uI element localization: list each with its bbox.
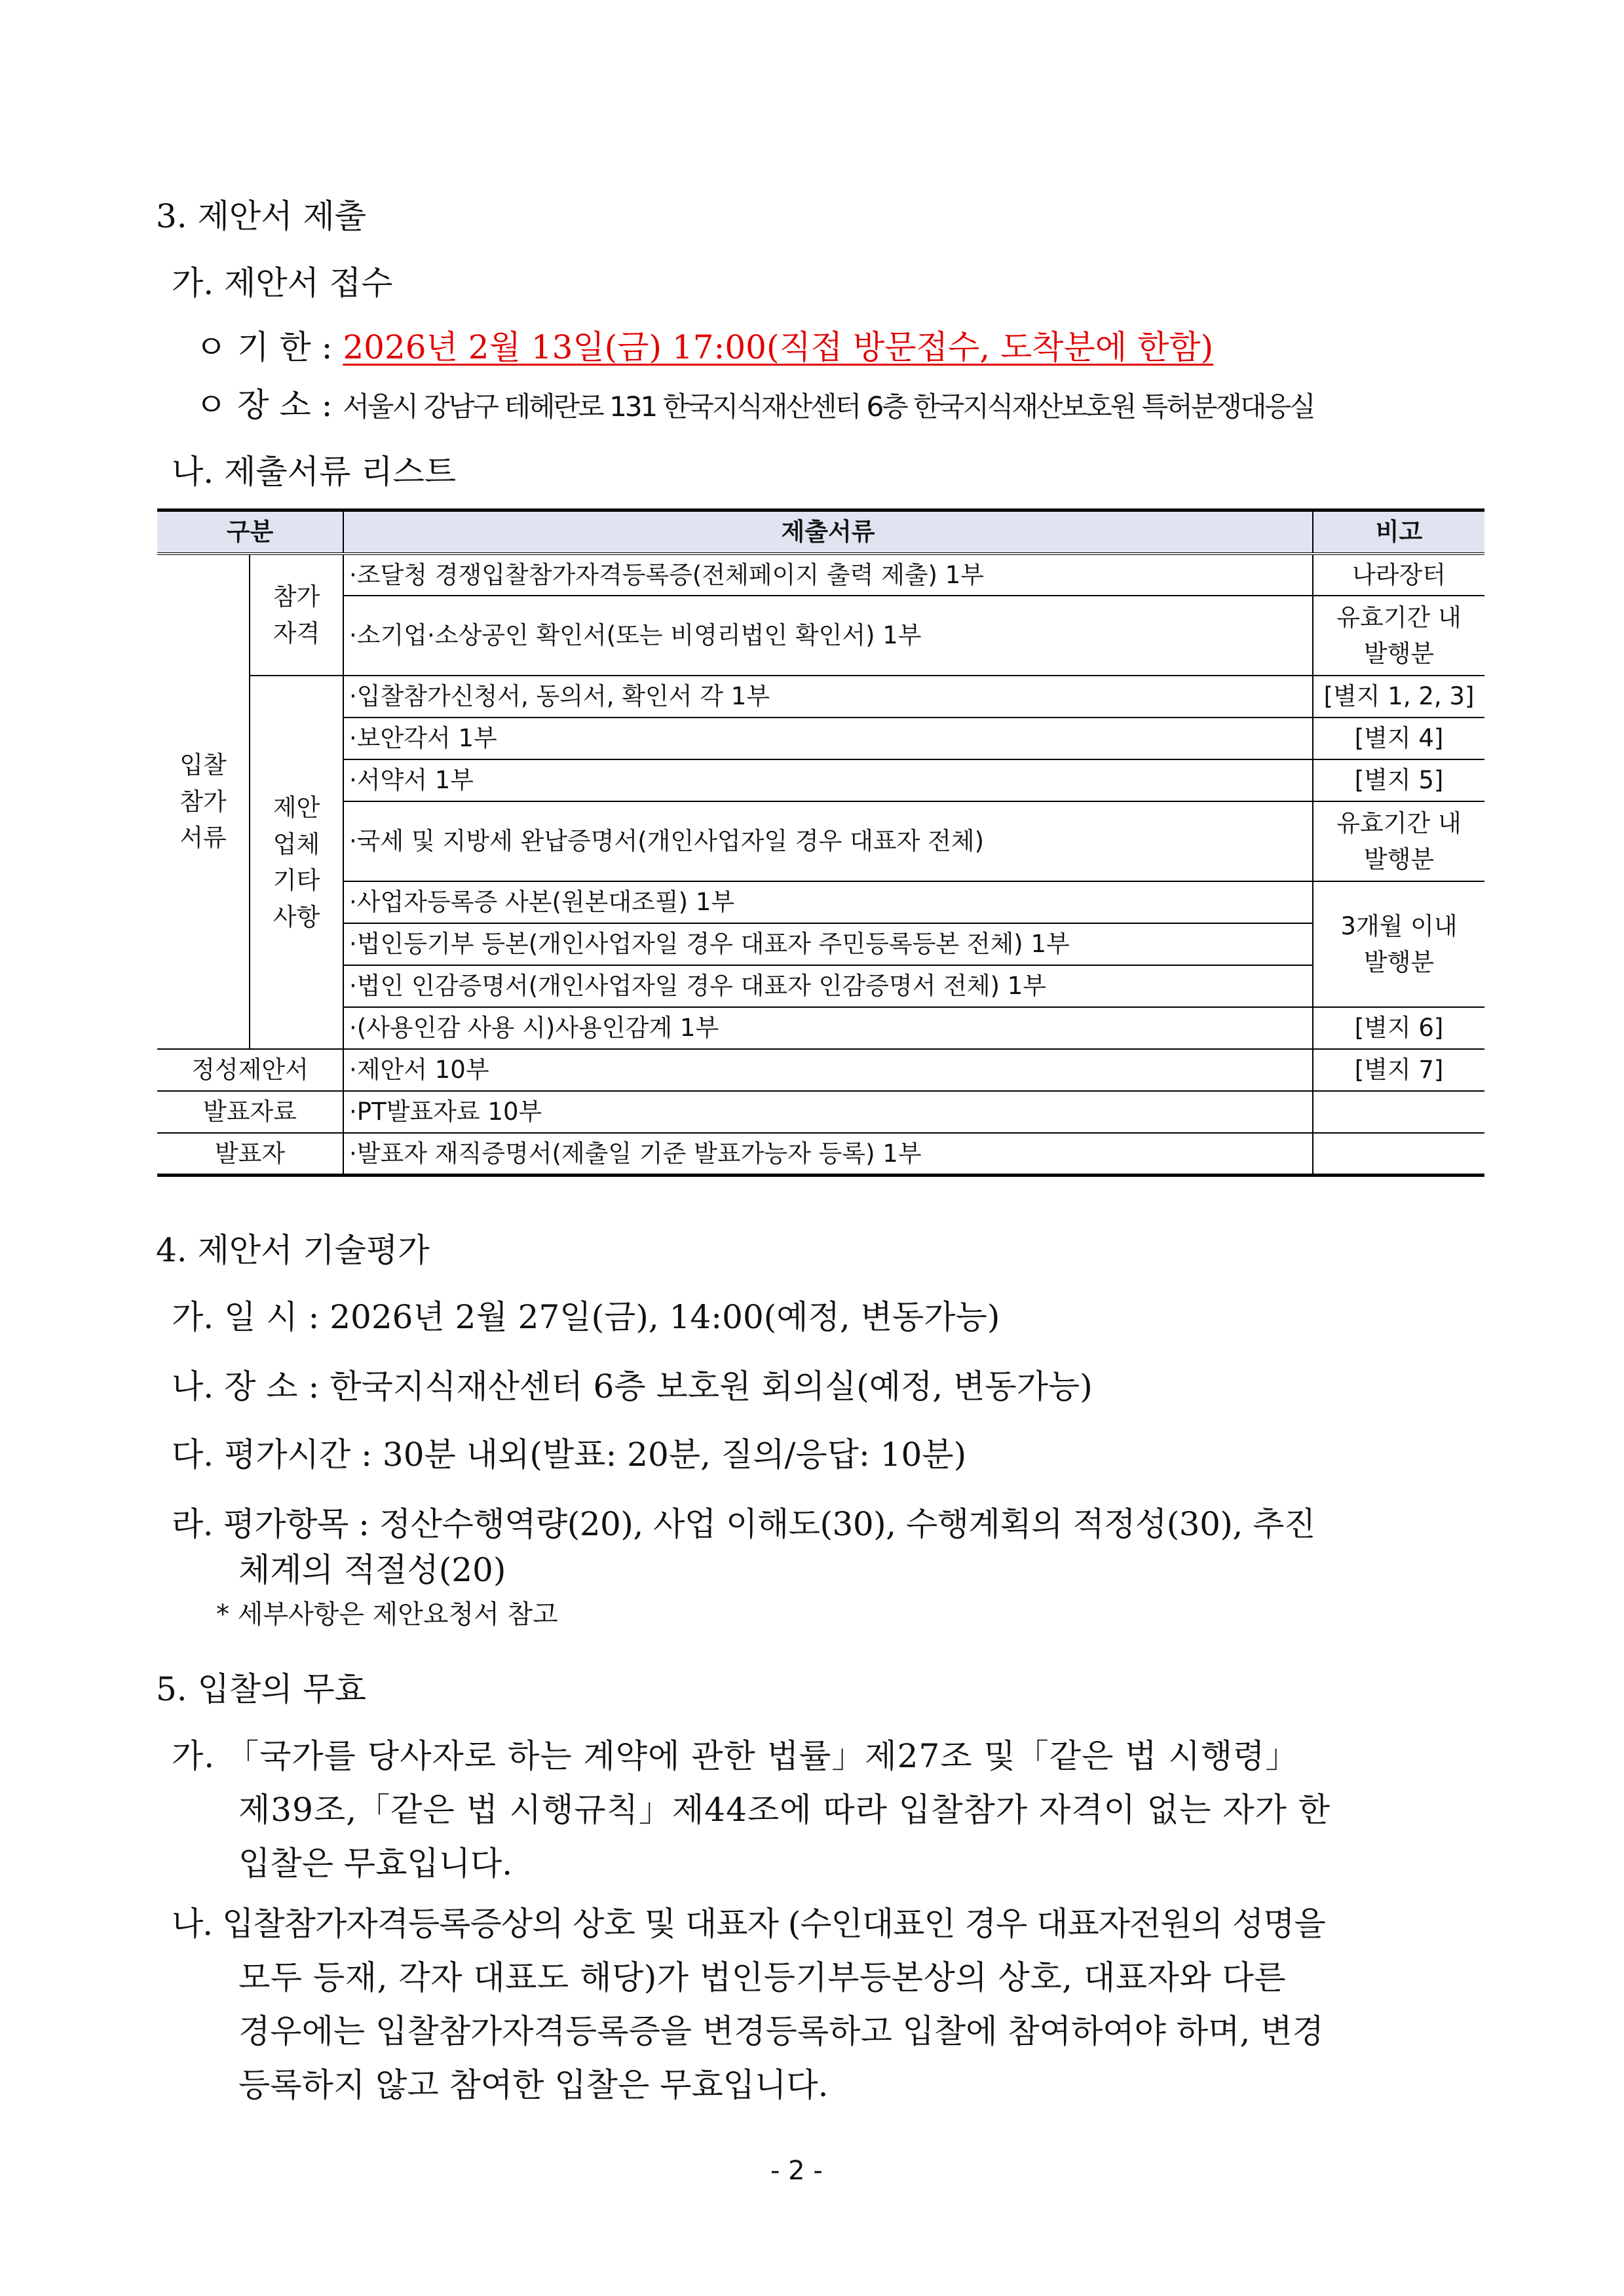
page-number: - 2 - — [770, 2156, 823, 2186]
section-5-b-line1: 나. 입찰참가자격등록증상의 상호 및 대표자 (수인대표인 경우 대표자전원의 성명을 — [172, 1905, 1325, 1943]
table-row-note: 유효기간 내 발행분 — [1313, 596, 1484, 676]
table-row-note — [1313, 1091, 1484, 1133]
table-row-note: [별지 4] — [1313, 718, 1484, 759]
table-row-item: ·서약서 1부 — [343, 759, 1313, 801]
table-row-item: ·사업자등록증 사본(원본대조필) 1부 — [343, 881, 1313, 923]
subgroup-qualification: 참가 자격 — [250, 554, 343, 676]
group-bid-documents: 입찰 참가 서류 — [157, 554, 250, 1049]
section-5-b-line4: 등록하지 않고 참여한 입찰은 무효입니다. — [238, 2066, 829, 2104]
section-5-a-line1: 가. 「국가를 당사자로 하는 계약에 관한 법률」제27조 및「같은 법 시행령」 — [172, 1737, 1299, 1775]
table-row-item: ·(사용인감 사용 시)사용인감계 1부 — [343, 1007, 1313, 1049]
table-row-item: ·법인 인감증명서(개인사업자일 경우 대표자 인감증명서 전체) 1부 — [343, 965, 1313, 1007]
section-4-d-line2: 체계의 적절성(20) — [238, 1551, 506, 1589]
table-row-item: ·조달청 경쟁입찰참가자격등록증(전체페이지 출력 제출) 1부 — [343, 554, 1313, 596]
section-4-note: * 세부사항은 제안요청서 참고 — [216, 1599, 558, 1630]
section-3-heading: 3. 제안서 제출 — [156, 197, 366, 235]
submission-documents-table — [157, 508, 1484, 1177]
header-category: 구분 — [157, 510, 343, 554]
table-row-note: [별지 6] — [1313, 1007, 1484, 1049]
section-4-heading: 4. 제안서 기술평가 — [156, 1231, 430, 1269]
deadline-label: ㅇ 기 한 : — [195, 328, 343, 366]
table-row-item: ·입찰참가신청서, 동의서, 확인서 각 1부 — [343, 676, 1313, 718]
place-row — [195, 379, 1314, 426]
place-label: ㅇ 장 소 : — [195, 386, 343, 424]
section-5-heading: 5. 입찰의 무효 — [156, 1670, 366, 1708]
table-row-item: ·소기업·소상공인 확인서(또는 비영리법인 확인서) 1부 — [343, 596, 1313, 676]
section-4-d-line1: 라. 평가항목 : 정산수행역량(20), 사업 이해도(30), 수행계획의 적정성(30), 추진 — [172, 1505, 1315, 1543]
section-5-a-line2: 제39조,「같은 법 시행규칙」제44조에 따라 입찰참가 자격이 없는 자가 한 — [238, 1791, 1331, 1829]
table-row-note — [1313, 1133, 1484, 1175]
table-row-note: [별지 1, 2, 3] — [1313, 676, 1484, 718]
deadline-row — [195, 321, 1213, 368]
section-3-b-title: 나. 제출서류 리스트 — [172, 453, 457, 491]
section-4-a: 가. 일 시 : 2026년 2월 27일(금), 14:00(예정, 변동가능) — [172, 1298, 1000, 1336]
section-5-b-line2: 모두 등재, 각자 대표도 해당)가 법인등기부등본상의 상호, 대표자와 다른 — [238, 1959, 1287, 1997]
table-row-item: ·발표자 재직증명서(제출일 기준 발표가능자 등록) 1부 — [343, 1133, 1313, 1175]
place-value: 서울시 강남구 테헤란로 131 한국지식재산센터 6층 한국지식재산보호원 특허분쟁대응실 — [343, 391, 1314, 423]
table-row-note: 3개월 이내 발행분 — [1313, 881, 1484, 1007]
section-3-a-title: 가. 제안서 접수 — [172, 264, 393, 302]
group-presentation-material: 발표자료 — [157, 1091, 343, 1133]
table-row-item: ·PT발표자료 10부 — [343, 1091, 1313, 1133]
table-row-note: 유효기간 내 발행분 — [1313, 801, 1484, 881]
table-row-item: ·제안서 10부 — [343, 1049, 1313, 1091]
section-5-a-line3: 입찰은 무효입니다. — [238, 1845, 513, 1883]
header-remarks: 비고 — [1313, 510, 1484, 554]
group-proposal: 정성제안서 — [157, 1049, 343, 1091]
section-4-b: 나. 장 소 : 한국지식재산센터 6층 보호원 회의실(예정, 변동가능) — [172, 1368, 1093, 1406]
table-row-note: [별지 5] — [1313, 759, 1484, 801]
table-row-note: [별지 7] — [1313, 1049, 1484, 1091]
group-presenter: 발표자 — [157, 1133, 343, 1175]
table-row-note: 나라장터 — [1313, 554, 1484, 596]
deadline-value: 2026년 2월 13일(금) 17:00(직접 방문접수, 도착분에 한함) — [343, 328, 1214, 366]
section-4-c: 다. 평가시간 : 30분 내외(발표: 20분, 질의/응답: 10분) — [172, 1436, 967, 1474]
section-5-b-line3: 경우에는 입찰참가자격등록증을 변경등록하고 입찰에 참여하여야 하며, 변경 — [238, 2012, 1324, 2050]
header-documents: 제출서류 — [343, 510, 1313, 554]
subgroup-other: 제안 업체 기타 사항 — [250, 676, 343, 1049]
table-row-item: ·법인등기부 등본(개인사업자일 경우 대표자 주민등록등본 전체) 1부 — [343, 923, 1313, 965]
table-row-item: ·보안각서 1부 — [343, 718, 1313, 759]
table-row-item: ·국세 및 지방세 완납증명서(개인사업자일 경우 대표자 전체) — [343, 801, 1313, 881]
